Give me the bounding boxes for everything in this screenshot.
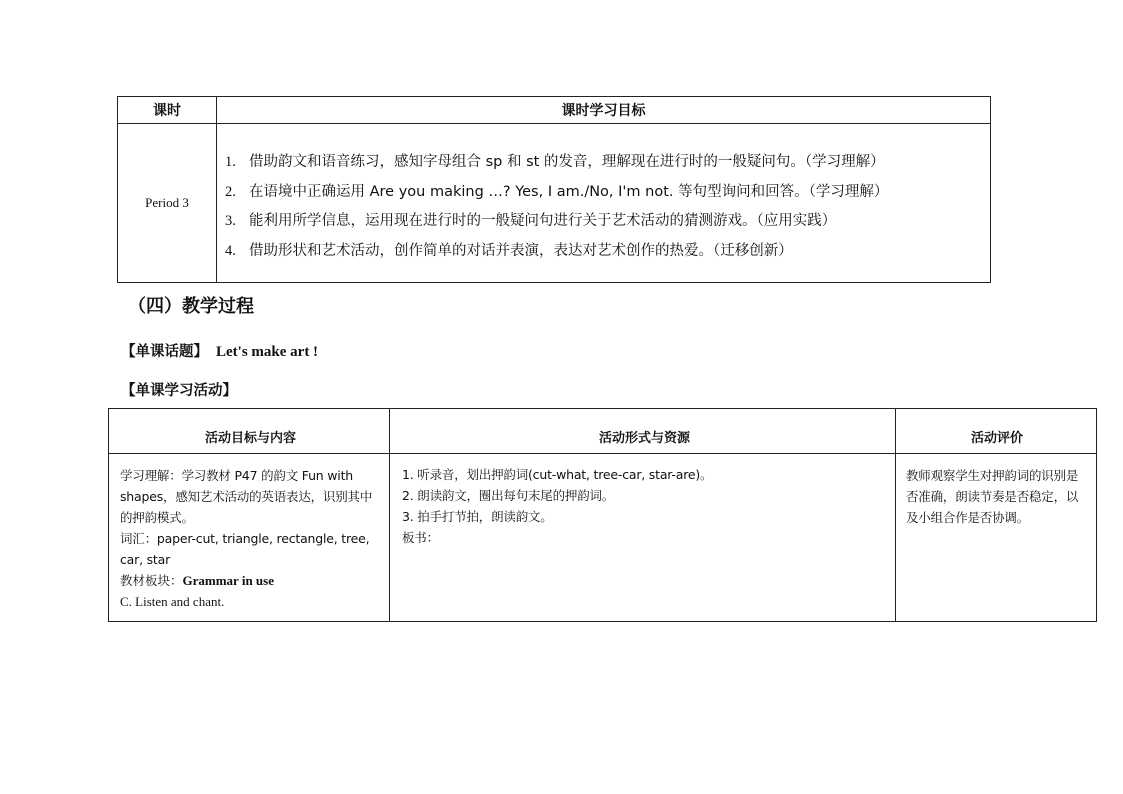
evaluation-cell — [896, 454, 1097, 622]
objectives-row — [118, 124, 991, 283]
lesson-part: C. Listen and chant. — [120, 594, 225, 609]
goal-item: 4. 借助形状和艺术活动，创作简单的对话并表演，表达对艺术创作的热爱。（迁移创新） — [225, 242, 793, 259]
evaluation-text: 教师观察学生对押韵词的识别是否准确，朗读节奏是否稳定，以及小组合作是否协调。 — [906, 468, 1079, 525]
blackboard-label: 板书： — [402, 530, 439, 545]
header-goals: 课时学习目标 — [217, 97, 991, 124]
topic-label: 【单课话题】 — [121, 344, 208, 360]
header-evaluation: 活动评价 — [896, 409, 1097, 454]
header-period: 课时 — [118, 97, 217, 124]
period-cell: Period 3 — [118, 124, 217, 283]
topic-row — [121, 340, 318, 361]
activities-row — [109, 454, 1097, 622]
header-goal-content: 活动目标与内容 — [109, 409, 390, 454]
activity-heading: 【单课学习活动】 — [121, 383, 237, 399]
understanding-text: 学习理解：学习教材 P47 的韵文 Fun with shapes，感知艺术活动的英语表达，识别其中的押韵模式。 — [120, 468, 373, 525]
module-line — [120, 570, 381, 591]
module-name: Grammar in use — [182, 573, 274, 588]
activities-table — [108, 408, 1097, 622]
goal-content-cell — [109, 454, 390, 622]
activity-step: 2. 朗读韵文，圈出每句末尾的押韵词。 — [402, 488, 615, 503]
form-resources-cell — [390, 454, 896, 622]
module-label: 教材板块： — [120, 573, 183, 588]
objectives-header-row — [118, 97, 991, 124]
goal-item: 2. 在语境中正确运用 Are you making …? Yes, I am./No, I'm not. 等句型询问和回答。（学习理解） — [225, 183, 889, 200]
section-heading-teaching-process: （四）教学过程 — [128, 296, 254, 317]
activity-step: 1. 听录音，划出押韵词(cut-what, tree-car, star-are)。 — [402, 467, 713, 482]
activity-step: 3. 拍手打节拍，朗读韵文。 — [402, 509, 553, 524]
topic-value: Let's make art ! — [216, 344, 319, 360]
header-form-resources: 活动形式与资源 — [390, 409, 896, 454]
vocabulary-text: 词汇：paper-cut, triangle, rectangle, tree, car, star — [120, 531, 370, 567]
activities-header-row — [109, 409, 1097, 454]
objectives-table — [117, 96, 991, 283]
goal-item: 3. 能利用所学信息，运用现在进行时的一般疑问句进行关于艺术活动的猜测游戏。（应用实践） — [225, 213, 837, 229]
goals-cell — [217, 124, 991, 283]
goal-item: 1. 借助韵文和语音练习，感知字母组合 sp 和 st 的发音，理解现在进行时的一般疑问句。（学习理解） — [225, 154, 885, 170]
